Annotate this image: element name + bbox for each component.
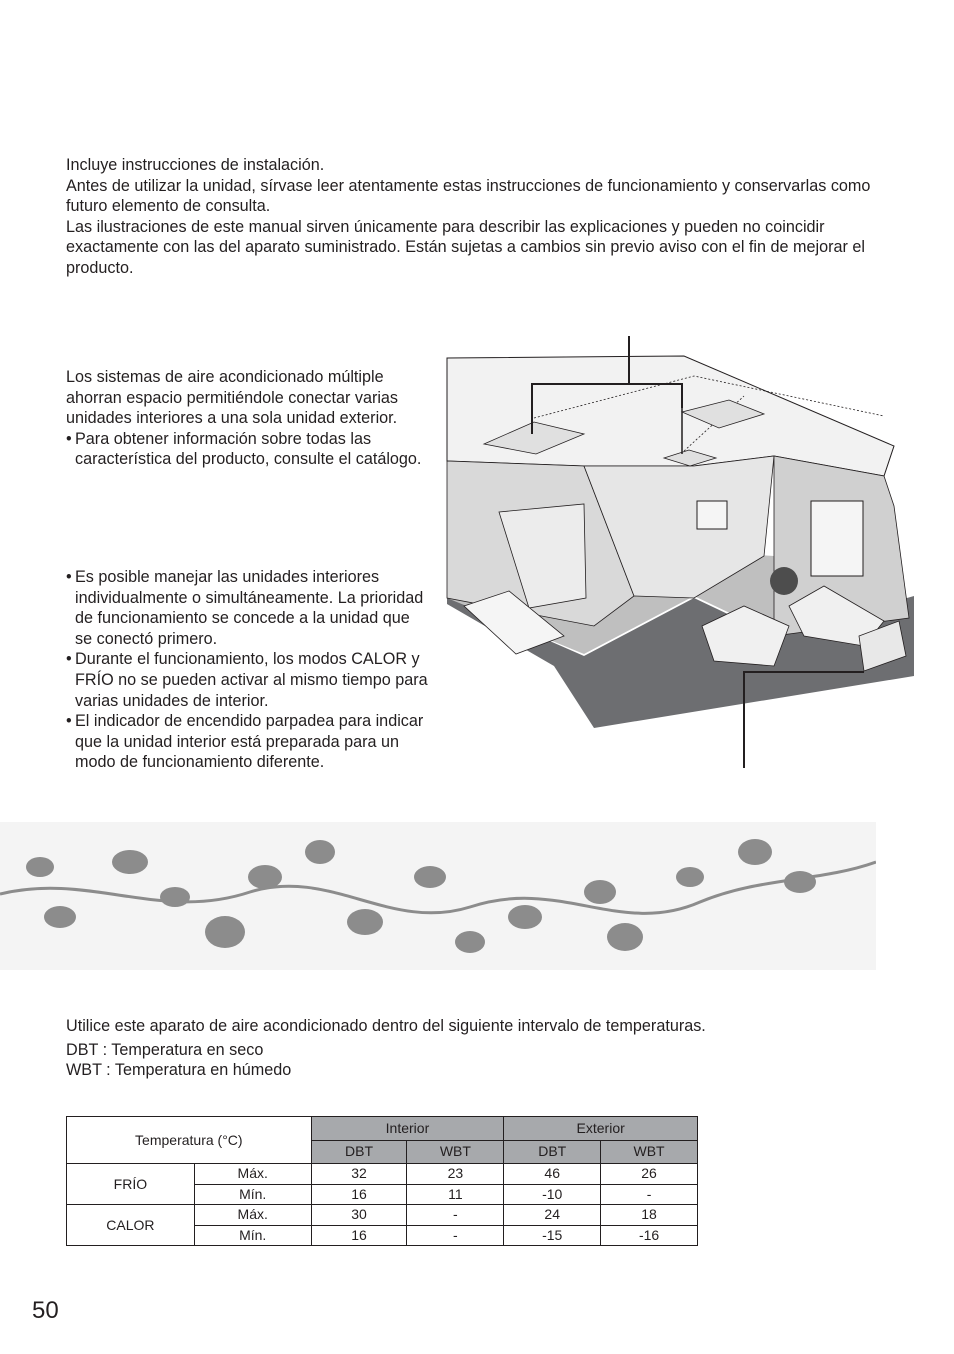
- table-cell: 26: [601, 1164, 698, 1185]
- intro-line: Las ilustraciones de este manual sirven únicamente para describir las explicaciones y pueden no coincidir exactamente con las del aparato suministrado. Están sujetas a cambios sin previo aviso con el fin de mejorar el producto.: [66, 217, 865, 277]
- table-cell: 24: [504, 1205, 601, 1226]
- group-header-interior: Interior: [311, 1117, 504, 1141]
- table-cell: 23: [407, 1164, 504, 1185]
- table-cell: 18: [601, 1205, 698, 1226]
- temperature-intro: Utilice este aparato de aire acondicionado dentro del siguiente intervalo de temperaturas.: [66, 1017, 706, 1035]
- bullet-item: • Durante el funcionamiento, los modos CALOR y FRÍO no se pueden activar al mismo tiempo para varias unidades de interior.: [66, 649, 431, 711]
- table-row: [67, 1164, 698, 1185]
- intro-line: Antes de utilizar la unidad, sírvase leer atentamente estas instrucciones de funcionamiento y conservarlas como futuro elemento de consulta.: [66, 176, 871, 216]
- limit-label: Máx.: [194, 1164, 311, 1185]
- table-cell: 16: [311, 1225, 407, 1246]
- table-cell: 32: [311, 1164, 407, 1185]
- page-number: 50: [32, 1297, 59, 1324]
- limit-label: Mín.: [194, 1225, 311, 1246]
- window: [697, 501, 727, 529]
- table-cell: -15: [504, 1225, 601, 1246]
- limit-label: Mín.: [194, 1184, 311, 1205]
- room-illustration: [444, 336, 914, 772]
- subheader-dbt: DBT: [504, 1140, 601, 1164]
- multi-system-paragraph: Los sistemas de aire acondicionado múltiple ahorran espacio permitiéndole conectar varias unidades interiores a una sola unidad exterior.: [66, 368, 399, 428]
- bullet-item: • El indicador de encendido parpadea para indicar que la unidad interior está preparada para un modo de funcionamiento diferente.: [66, 711, 431, 773]
- mode-label-cool: FRÍO: [67, 1164, 195, 1205]
- multi-system-section: [66, 367, 431, 470]
- table-cell: -10: [504, 1184, 601, 1205]
- window: [811, 501, 863, 576]
- table-cell: -: [407, 1225, 504, 1246]
- table-cell: -: [601, 1184, 698, 1205]
- table-cell: 30: [311, 1205, 407, 1226]
- operation-section: [66, 567, 431, 773]
- group-header-exterior: Exterior: [504, 1117, 698, 1141]
- table-cell: 11: [407, 1184, 504, 1205]
- limit-label: Máx.: [194, 1205, 311, 1226]
- subheader-dbt: DBT: [311, 1140, 407, 1164]
- decorative-leaf-band: [0, 822, 876, 970]
- temperature-section: [66, 1016, 706, 1081]
- subheader-wbt: WBT: [601, 1140, 698, 1164]
- bullet-item: • Para obtener información sobre todas las característica del producto, consulte el catálogo.: [66, 429, 431, 470]
- table-cell: -: [407, 1205, 504, 1226]
- mode-label-heat: CALOR: [67, 1205, 195, 1246]
- wbt-definition: WBT : Temperatura en húmedo: [66, 1061, 292, 1080]
- table-row: [67, 1205, 698, 1226]
- bullet-item: • Es posible manejar las unidades interiores individualmente o simultáneamente. La prioridad de funcionamiento se concede a la unidad que se conectó primero.: [66, 567, 431, 649]
- subheader-wbt: WBT: [407, 1140, 504, 1164]
- plant: [770, 567, 798, 595]
- table-cell: 46: [504, 1164, 601, 1185]
- intro-block: [66, 155, 916, 279]
- table-cell: 16: [311, 1184, 407, 1205]
- table-cell: -16: [601, 1225, 698, 1246]
- dbt-definition: DBT : Temperatura en seco: [66, 1040, 264, 1059]
- temperature-table: [66, 1116, 698, 1246]
- intro-line: Incluye instrucciones de instalación.: [66, 156, 325, 174]
- table-corner-header: Temperatura (°C): [67, 1117, 312, 1164]
